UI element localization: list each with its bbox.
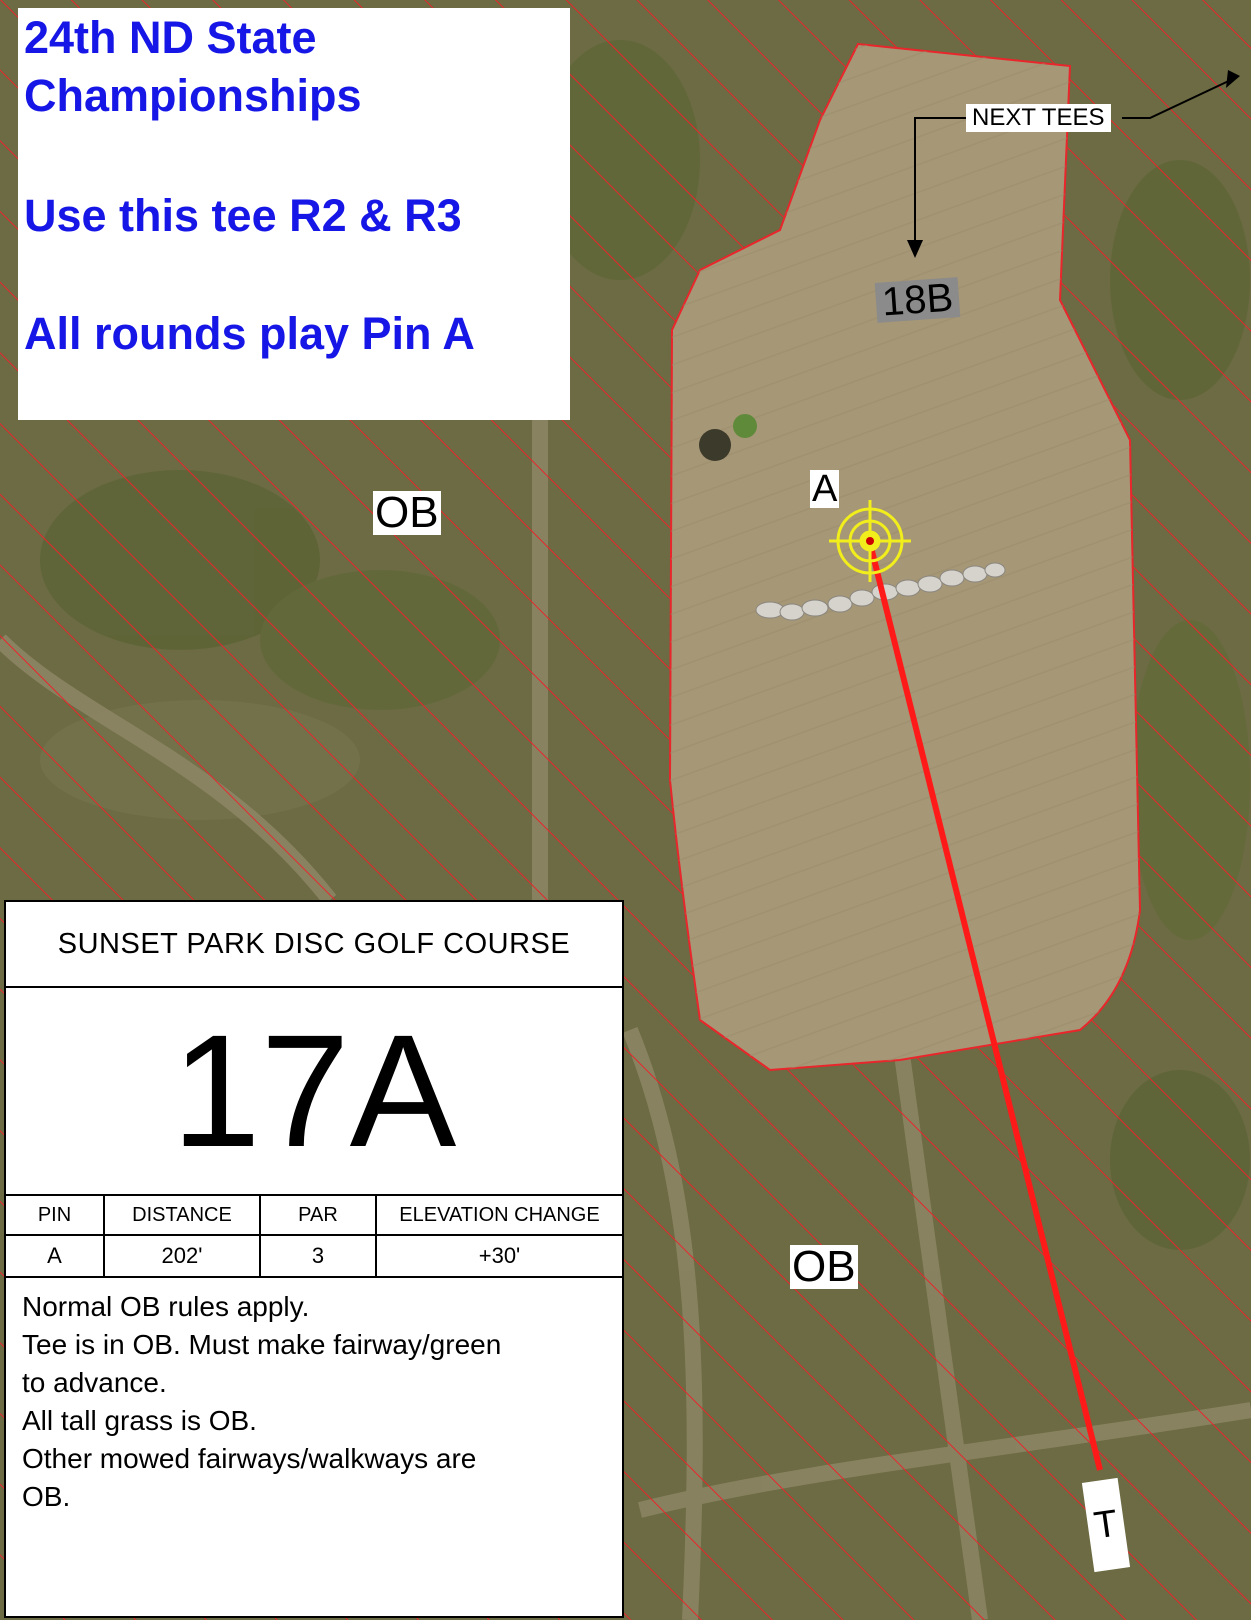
- event-title-line1: 24th ND State: [24, 12, 317, 63]
- hole-info-card: [4, 900, 624, 1618]
- event-info-box: [18, 8, 570, 420]
- rule-line: All tall grass is OB.: [22, 1405, 257, 1436]
- next-tee-number: 18B: [875, 277, 961, 323]
- event-title-line2: Championships: [24, 70, 362, 121]
- distance-header: DISTANCE: [104, 1196, 260, 1235]
- pin-usage-note: All rounds play Pin A: [24, 308, 475, 359]
- ob-label: OB: [375, 488, 439, 537]
- pin-label: A: [812, 468, 838, 510]
- course-name: SUNSET PARK DISC GOLF COURSE: [6, 902, 622, 988]
- hole-stats-value-row: [6, 1235, 622, 1277]
- elevation-value: +30': [376, 1235, 622, 1277]
- distance-value: 202': [104, 1235, 260, 1277]
- hole-stats-table: [6, 1196, 622, 1278]
- next-tees-label: NEXT TEES: [966, 104, 1111, 132]
- tee-usage-note: Use this tee R2 & R3: [24, 190, 462, 241]
- hole-stats-header-row: [6, 1196, 622, 1235]
- par-header: PAR: [260, 1196, 376, 1235]
- tee-marker-label: T: [1091, 1502, 1121, 1548]
- basket-center-dot: [866, 537, 874, 545]
- pin-header: PIN: [6, 1196, 104, 1235]
- rule-line: Other mowed fairways/walkways are: [22, 1443, 477, 1474]
- rule-line: Normal OB rules apply.: [22, 1291, 310, 1322]
- hole-number: 17A: [6, 988, 622, 1196]
- hole-rules: [6, 1278, 622, 1526]
- pin-value: A: [6, 1235, 104, 1277]
- tree-shadow: [699, 429, 731, 461]
- rule-line: Tee is in OB. Must make fairway/green: [22, 1329, 502, 1360]
- par-value: 3: [260, 1235, 376, 1277]
- rule-line: OB.: [22, 1481, 71, 1512]
- rule-line: to advance.: [22, 1367, 167, 1398]
- shrub: [733, 414, 757, 438]
- elevation-header: ELEVATION CHANGE: [376, 1196, 622, 1235]
- ob-label: OB: [792, 1242, 856, 1291]
